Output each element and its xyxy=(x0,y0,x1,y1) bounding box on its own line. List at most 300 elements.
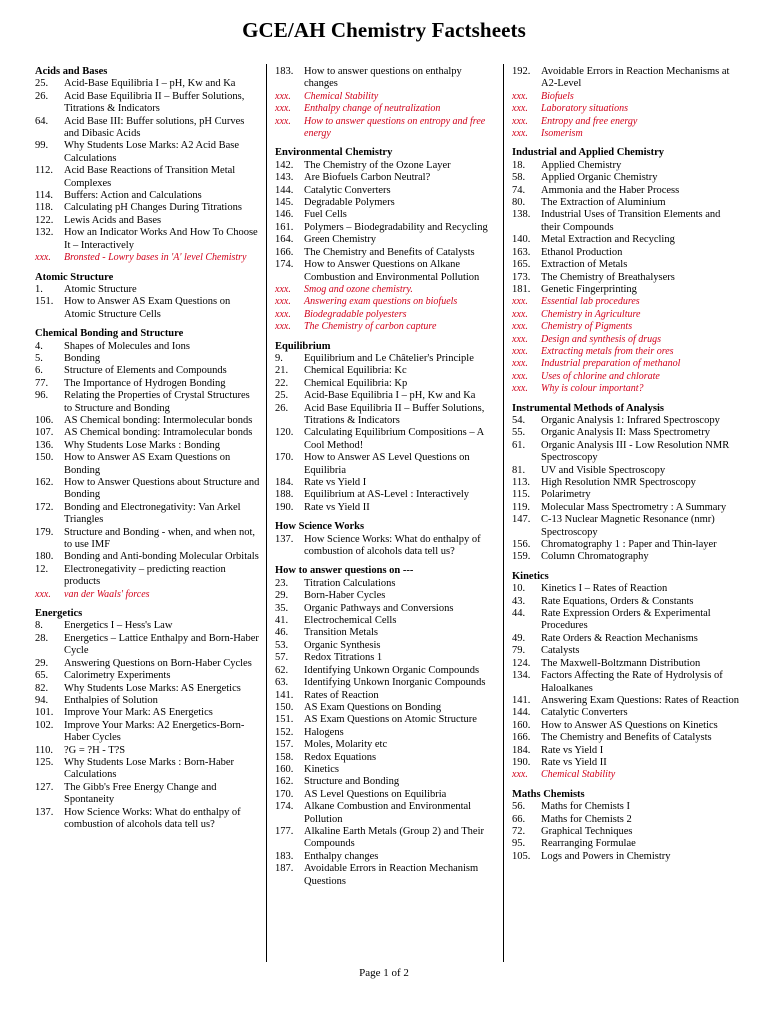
factsheet-title: Acid-Base Equilibria I – pH, Kw and Ka xyxy=(304,390,476,402)
factsheet-item xyxy=(275,427,495,452)
factsheet-number: 102. xyxy=(35,719,54,731)
factsheet-item xyxy=(275,353,495,365)
factsheet-title: Calorimetry Experiments xyxy=(64,670,171,682)
factsheet-number: 151. xyxy=(35,296,54,308)
factsheet-number: 106. xyxy=(35,414,54,426)
section-heading: Kinetics xyxy=(512,570,549,582)
factsheet-title: Applied Organic Chemistry xyxy=(541,172,658,184)
factsheet-number: 25. xyxy=(275,390,289,402)
factsheet-item xyxy=(512,247,740,259)
factsheet-number: 23. xyxy=(275,577,289,589)
factsheet-item xyxy=(512,583,740,595)
factsheet-number: xxx. xyxy=(512,90,528,102)
factsheet-title: The Gibb's Free Energy Change and Spontaneity xyxy=(64,781,217,806)
factsheet-section xyxy=(35,328,260,601)
factsheet-item xyxy=(275,652,495,664)
factsheet-item xyxy=(275,197,495,209)
planned-factsheet-item xyxy=(512,769,740,781)
factsheet-number: 107. xyxy=(35,427,54,439)
factsheet-item xyxy=(512,670,740,695)
planned-factsheet-item xyxy=(512,346,740,358)
factsheet-item xyxy=(35,78,260,90)
factsheet-number: 192. xyxy=(512,66,531,77)
factsheet-number: 10. xyxy=(512,583,526,595)
factsheet-item xyxy=(512,539,740,551)
factsheet-number: xxx. xyxy=(512,115,528,127)
section-heading: Environmental Chemistry xyxy=(275,147,393,159)
factsheet-title: Maths for Chemists 2 xyxy=(541,813,632,825)
factsheet-title: Structure and Bonding xyxy=(304,776,400,788)
factsheet-title: Answering Questions on Born-Haber Cycles xyxy=(64,657,252,669)
factsheet-item xyxy=(512,658,740,670)
factsheet-title: Acid Base III: Buffer solutions, pH Curves and Dibasic Acids xyxy=(64,115,245,140)
factsheet-section xyxy=(512,789,740,863)
factsheet-title: Buffers: Action and Calculations xyxy=(64,190,202,202)
factsheet-number: 26. xyxy=(35,90,49,102)
factsheet-number: 99. xyxy=(35,140,49,152)
factsheet-item xyxy=(512,720,740,732)
factsheet-title: Calculating Equilibrium Compositions – A Cool Method! xyxy=(304,427,484,451)
section-heading: Maths Chemists xyxy=(512,788,585,800)
factsheet-title: Organic Pathways and Conversions xyxy=(304,602,454,614)
planned-factsheet-item xyxy=(512,334,740,346)
factsheet-number: 190. xyxy=(512,756,531,768)
factsheet-item xyxy=(512,185,740,197)
factsheet-item xyxy=(275,776,495,788)
factsheet-title: Organic Synthesis xyxy=(304,639,381,651)
factsheet-item xyxy=(35,353,260,365)
factsheet-section xyxy=(512,403,740,564)
factsheet-item xyxy=(275,578,495,590)
factsheet-number: 44. xyxy=(512,608,526,620)
planned-factsheet-item xyxy=(512,321,740,333)
factsheet-title: Ethanol Production xyxy=(541,246,623,258)
factsheet-title: How to answer questions on enthalpy changes xyxy=(304,66,462,90)
factsheet-item xyxy=(35,720,260,745)
planned-factsheet-item xyxy=(512,383,740,395)
factsheet-title: Enthalpy change of neutralization xyxy=(304,103,441,115)
factsheet-item xyxy=(35,707,260,719)
factsheet-item xyxy=(512,695,740,707)
factsheet-number: 165. xyxy=(512,259,531,271)
factsheet-number: xxx. xyxy=(512,103,528,115)
factsheet-number: 21. xyxy=(275,365,289,377)
factsheet-number: xxx. xyxy=(35,252,51,264)
factsheet-item xyxy=(512,209,740,234)
factsheet-item xyxy=(512,259,740,271)
factsheet-item xyxy=(275,627,495,639)
factsheet-number: 53. xyxy=(275,639,289,651)
factsheet-title: Avoidable Errors in Reaction Mechanism Questions xyxy=(304,863,479,887)
factsheet-number: 180. xyxy=(35,551,54,563)
factsheet-item xyxy=(275,727,495,739)
factsheet-item xyxy=(512,160,740,172)
planned-factsheet-item xyxy=(512,371,740,383)
planned-factsheet-item xyxy=(512,116,740,128)
factsheet-number: 188. xyxy=(275,489,294,501)
factsheet-number: 136. xyxy=(35,439,54,451)
factsheet-title: Biodegradable polyesters xyxy=(304,308,407,320)
factsheet-item xyxy=(35,551,260,563)
factsheet-number: 125. xyxy=(35,756,54,768)
factsheet-number: 143. xyxy=(275,172,294,184)
factsheet-number: 5. xyxy=(35,352,43,364)
factsheet-title: UV and Visible Spectroscopy xyxy=(541,464,666,476)
factsheet-number: 25. xyxy=(35,78,49,90)
factsheet-item xyxy=(512,732,740,744)
factsheet-number: 147. xyxy=(512,514,531,526)
factsheet-title: Acid Base Equilibria II – Buffer Solutions, Titrations & Indicators xyxy=(304,402,485,426)
factsheet-number: xxx. xyxy=(512,769,528,781)
factsheet-title: How Science Works: What do enthalpy of combustion of alcohols data tell us? xyxy=(304,533,481,558)
factsheet-item xyxy=(275,714,495,726)
factsheet-title: Moles, Molarity etc xyxy=(304,739,388,751)
factsheet-item xyxy=(35,116,260,141)
factsheet-number: 132. xyxy=(35,227,54,239)
planned-factsheet-item xyxy=(275,321,495,333)
factsheet-number: 137. xyxy=(35,806,54,818)
factsheet-title: Extraction of Metals xyxy=(541,259,628,271)
factsheet-section xyxy=(275,66,495,140)
factsheet-number: 29. xyxy=(35,657,49,669)
factsheet-title: Structure and Bonding - when, and when not, to use IMF xyxy=(64,526,256,551)
factsheet-number: 18. xyxy=(512,159,526,171)
factsheet-number: 163. xyxy=(512,246,531,258)
factsheet-number: 170. xyxy=(275,452,294,464)
factsheet-item xyxy=(35,190,260,202)
factsheet-item xyxy=(35,390,260,415)
planned-factsheet-item xyxy=(512,309,740,321)
factsheet-number: xxx. xyxy=(35,588,51,600)
factsheet-title: van der Waals' forces xyxy=(64,588,150,600)
factsheet-title: Bronsted - Lowry bases in 'A' level Chemistry xyxy=(64,252,247,264)
factsheet-title: Industrial Uses of Transition Elements and their Compounds xyxy=(541,209,721,233)
factsheet-number: 105. xyxy=(512,850,531,862)
factsheet-item xyxy=(275,160,495,172)
section-heading: Instrumental Methods of Analysis xyxy=(512,402,664,414)
factsheet-item xyxy=(512,440,740,465)
factsheet-item xyxy=(35,527,260,552)
factsheet-title: Answering exam questions on biofuels xyxy=(304,296,458,308)
factsheet-title: Chemical Stability xyxy=(541,769,616,781)
factsheet-item xyxy=(512,838,740,850)
factsheet-section xyxy=(35,66,260,265)
factsheet-item xyxy=(512,272,740,284)
factsheet-title: Enthalpy changes xyxy=(304,850,379,862)
factsheet-title: Rate vs Yield I xyxy=(541,744,604,756)
factsheet-number: 22. xyxy=(275,377,289,389)
factsheet-item xyxy=(35,633,260,658)
section-heading: Energetics xyxy=(35,608,83,620)
factsheet-item xyxy=(35,140,260,165)
factsheet-item xyxy=(512,489,740,501)
factsheet-title: Organic Analysis II: Mass Spectrometry xyxy=(541,427,710,439)
factsheet-number: 55. xyxy=(512,427,526,439)
factsheet-number: 142. xyxy=(275,159,294,171)
factsheet-title: Fuel Cells xyxy=(304,209,347,221)
factsheet-item xyxy=(275,234,495,246)
factsheet-title: Are Biofuels Carbon Neutral? xyxy=(304,172,431,184)
factsheet-number: 113. xyxy=(512,477,530,488)
factsheet-title: Electronegativity – predicting reaction products xyxy=(64,563,226,588)
factsheet-title: How an Indicator Works And How To Choose It – Interactively xyxy=(64,227,258,251)
factsheet-item xyxy=(512,66,740,91)
factsheet-title: The Chemistry and Benefits of Catalysts xyxy=(304,246,475,258)
factsheet-title: Column Chromatography xyxy=(541,551,649,563)
planned-factsheet-item xyxy=(512,358,740,370)
factsheet-item xyxy=(35,215,260,227)
factsheet-title: AS Exam Questions on Bonding xyxy=(304,701,442,713)
column-divider xyxy=(266,64,267,962)
factsheet-title: Uses of chlorine and chlorate xyxy=(541,370,660,382)
factsheet-item xyxy=(35,202,260,214)
factsheet-number: 124. xyxy=(512,657,531,669)
planned-factsheet-item xyxy=(512,91,740,103)
factsheet-title: Industrial preparation of methanol xyxy=(541,358,681,370)
factsheet-number: 79. xyxy=(512,645,526,657)
factsheet-number: xxx. xyxy=(275,321,291,333)
planned-factsheet-item xyxy=(275,309,495,321)
factsheet-number: 190. xyxy=(275,501,294,513)
planned-factsheet-item xyxy=(275,103,495,115)
factsheet-item xyxy=(275,534,495,559)
factsheet-number: 152. xyxy=(275,726,294,738)
factsheet-item xyxy=(275,403,495,428)
factsheet-title: Isomerism xyxy=(541,128,583,140)
factsheet-item xyxy=(35,745,260,757)
factsheet-section xyxy=(35,272,260,322)
factsheet-title: Shapes of Molecules and Ions xyxy=(64,340,190,352)
factsheet-number: xxx. xyxy=(512,128,528,140)
factsheet-item xyxy=(512,284,740,296)
factsheet-title: Metal Extraction and Recycling xyxy=(541,234,675,246)
factsheet-item xyxy=(275,677,495,689)
factsheet-number: 138. xyxy=(512,209,531,221)
factsheet-item xyxy=(275,209,495,221)
factsheet-item xyxy=(275,259,495,284)
factsheet-title: How to Answer AS Questions on Kinetics xyxy=(541,719,718,731)
factsheet-title: Electrochemical Cells xyxy=(304,615,397,627)
factsheet-title: Ammonia and the Haber Process xyxy=(541,184,680,196)
column-3 xyxy=(512,66,740,870)
factsheet-number: 177. xyxy=(275,825,294,837)
factsheet-number: 127. xyxy=(35,781,54,793)
factsheet-number: 65. xyxy=(35,670,49,682)
factsheet-item xyxy=(35,658,260,670)
factsheet-title: Genetic Fingerprinting xyxy=(541,283,637,295)
page-footer: Page 1 of 2 xyxy=(359,967,409,979)
factsheet-item xyxy=(35,683,260,695)
factsheet-title: Avoidable Errors in Reaction Mechanisms at A2-Level xyxy=(541,66,730,90)
factsheet-section xyxy=(512,66,740,140)
factsheet-title: Rate Orders & Reaction Mechanisms xyxy=(541,632,698,644)
factsheet-item xyxy=(275,590,495,602)
factsheet-number: 134. xyxy=(512,670,531,682)
factsheet-number: 8. xyxy=(35,620,43,632)
factsheet-title: AS Chemical bonding: Intermolecular bonds xyxy=(64,414,253,426)
section-heading: Acids and Bases xyxy=(35,66,108,77)
factsheet-number: 141. xyxy=(512,694,531,706)
factsheet-item xyxy=(35,670,260,682)
factsheet-number: 161. xyxy=(275,221,294,233)
factsheet-title: Calculating pH Changes During Titrations xyxy=(64,202,242,214)
factsheet-item xyxy=(275,66,495,91)
factsheet-title: Identifying Unkown Organic Compounds xyxy=(304,664,480,676)
factsheet-item xyxy=(275,365,495,377)
factsheet-item xyxy=(35,427,260,439)
factsheet-item xyxy=(275,801,495,826)
factsheet-item xyxy=(35,452,260,477)
factsheet-item xyxy=(35,227,260,252)
planned-factsheet-item xyxy=(512,128,740,140)
factsheet-title: Equilibrium at AS-Level : Interactively xyxy=(304,489,470,501)
factsheet-number: 1. xyxy=(35,283,43,295)
factsheet-title: Enthalpies of Solution xyxy=(64,694,158,706)
factsheet-item xyxy=(512,477,740,489)
factsheet-number: 159. xyxy=(512,551,531,563)
factsheet-title: Acid Base Reactions of Transition Metal Complexes xyxy=(64,165,236,189)
factsheet-number: 160. xyxy=(512,719,531,731)
factsheet-number: 101. xyxy=(35,707,54,719)
factsheet-title: Redox Titrations 1 xyxy=(304,652,383,664)
factsheet-number: 58. xyxy=(512,172,526,184)
factsheet-title: Bonding and Anti-bonding Molecular Orbitals xyxy=(64,551,259,563)
factsheet-section xyxy=(35,608,260,831)
column-1 xyxy=(35,66,260,838)
factsheet-number: 183. xyxy=(275,850,294,862)
factsheet-title: Rate vs Yield II xyxy=(541,756,607,768)
section-heading: How Science Works xyxy=(275,521,365,533)
factsheet-title: Rearranging Formulae xyxy=(541,838,636,850)
factsheet-title: Why is colour important? xyxy=(541,383,644,395)
factsheet-item xyxy=(275,640,495,652)
factsheet-title: Redox Equations xyxy=(304,751,377,763)
factsheet-title: Equilibrium and Le Châtelier's Principle xyxy=(304,352,474,364)
factsheet-title: Catalytic Converters xyxy=(304,184,391,196)
factsheet-title: Rate Expression Orders & Experimental Procedures xyxy=(541,608,711,632)
factsheet-item xyxy=(35,620,260,632)
factsheet-title: Atomic Structure xyxy=(64,283,137,295)
factsheet-item xyxy=(512,234,740,246)
planned-factsheet-item xyxy=(35,589,260,601)
factsheet-number: 140. xyxy=(512,234,531,246)
factsheet-title: Graphical Techniques xyxy=(541,825,633,837)
factsheet-title: Biofuels xyxy=(541,90,574,102)
factsheet-title: How to Answer AS Exam Questions on Atomic Structure Cells xyxy=(64,296,231,320)
factsheet-item xyxy=(275,863,495,888)
factsheet-title: Energetics – Lattice Enthalpy and Born-Haber Cycle xyxy=(64,632,259,657)
factsheet-number: 187. xyxy=(275,863,294,875)
factsheet-item xyxy=(275,665,495,677)
factsheet-title: How to Answer Questions about Structure and Bonding xyxy=(64,477,260,501)
factsheet-title: Structure of Elements and Compounds xyxy=(64,365,227,377)
factsheet-number: 114. xyxy=(35,190,53,202)
factsheet-title: Degradable Polymers xyxy=(304,197,395,209)
factsheet-title: ?G = ?H - T?S xyxy=(64,744,126,756)
factsheet-title: Lewis Acids and Bases xyxy=(64,214,162,226)
factsheet-title: Catalysts xyxy=(541,645,580,657)
factsheet-title: Laboratory situations xyxy=(541,103,628,115)
factsheet-title: Why Students Lose Marks : Bonding xyxy=(64,439,221,451)
factsheet-title: Why Students Lose Marks: AS Energetics xyxy=(64,682,241,694)
factsheet-item xyxy=(512,502,740,514)
factsheet-item xyxy=(275,752,495,764)
planned-factsheet-item xyxy=(275,116,495,141)
factsheet-section xyxy=(275,521,495,558)
factsheet-number: 115. xyxy=(512,489,530,501)
factsheet-number: 150. xyxy=(275,701,294,713)
factsheet-title: Factors Affecting the Rate of Hydrolysis of Haloalkanes xyxy=(541,670,723,694)
factsheet-number: 151. xyxy=(275,714,294,726)
factsheet-number: 62. xyxy=(275,664,289,676)
factsheet-item xyxy=(512,415,740,427)
factsheet-title: Born-Haber Cycles xyxy=(304,590,386,602)
factsheet-title: High Resolution NMR Spectroscopy xyxy=(541,477,696,488)
factsheet-number: 80. xyxy=(512,197,526,209)
factsheet-section xyxy=(275,147,495,333)
planned-factsheet-item xyxy=(275,91,495,103)
factsheet-number: 118. xyxy=(35,202,53,214)
factsheet-number: 144. xyxy=(275,184,294,196)
factsheet-item xyxy=(512,596,740,608)
factsheet-item xyxy=(35,477,260,502)
factsheet-number: 94. xyxy=(35,694,49,706)
factsheet-number: 9. xyxy=(275,352,283,364)
factsheet-number: xxx. xyxy=(275,296,291,308)
planned-factsheet-item xyxy=(512,296,740,308)
section-heading: Chemical Bonding and Structure xyxy=(35,328,184,340)
factsheet-number: 35. xyxy=(275,602,289,614)
factsheet-item xyxy=(275,172,495,184)
factsheet-number: 162. xyxy=(35,477,54,488)
factsheet-title: The Chemistry of carbon capture xyxy=(304,321,437,333)
section-heading: Equilibrium xyxy=(275,340,331,352)
factsheet-item xyxy=(35,165,260,190)
factsheet-item xyxy=(512,851,740,863)
factsheet-item xyxy=(275,222,495,234)
factsheet-title: Essential lab procedures xyxy=(541,296,640,308)
factsheet-title: Green Chemistry xyxy=(304,234,377,246)
factsheet-item xyxy=(35,284,260,296)
factsheet-item xyxy=(35,296,260,321)
factsheet-section xyxy=(512,571,740,782)
factsheet-item xyxy=(512,197,740,209)
factsheet-item xyxy=(275,690,495,702)
factsheet-number: 170. xyxy=(275,788,294,800)
factsheet-number: 110. xyxy=(35,744,53,756)
factsheet-number: 77. xyxy=(35,377,49,389)
factsheet-number: xxx. xyxy=(512,321,528,333)
factsheet-title: Answering Exam Questions: Rates of Reaction xyxy=(541,694,740,706)
factsheet-title: Why Students Lose Marks: A2 Acid Base Calculations xyxy=(64,140,239,164)
factsheet-title: Chemistry in Agriculture xyxy=(541,308,641,320)
column-2 xyxy=(275,66,495,895)
factsheet-number: 63. xyxy=(275,677,289,689)
factsheet-item xyxy=(275,452,495,477)
factsheet-number: 141. xyxy=(275,689,294,701)
factsheet-number: xxx. xyxy=(275,283,291,295)
factsheet-title: AS Chemical bonding: Intramolecular bonds xyxy=(64,427,253,439)
factsheet-title: AS Level Questions on Equilibria xyxy=(304,788,447,800)
factsheet-item xyxy=(512,745,740,757)
factsheet-number: 6. xyxy=(35,365,43,377)
factsheet-number: 49. xyxy=(512,632,526,644)
factsheet-number: 157. xyxy=(275,739,294,751)
factsheet-item xyxy=(275,603,495,615)
factsheet-title: Rate Equations, Orders & Constants xyxy=(541,595,694,607)
factsheet-item xyxy=(35,695,260,707)
factsheet-item xyxy=(512,757,740,769)
